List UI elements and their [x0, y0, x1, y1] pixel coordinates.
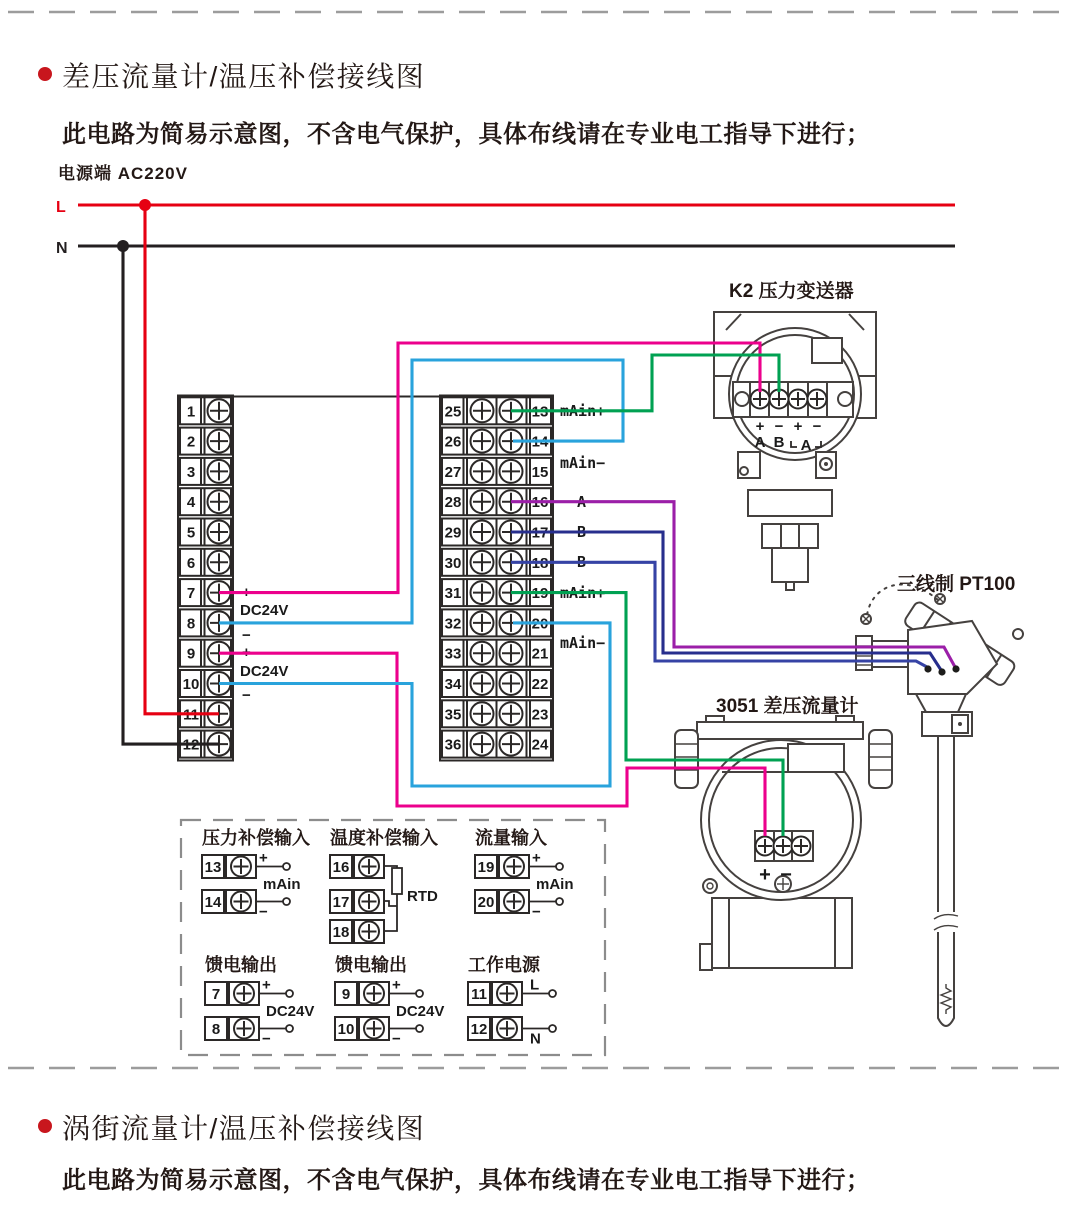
channel-label: B — [773, 434, 785, 451]
terminal-number: 6 — [186, 554, 196, 572]
terminal-number: 27 — [444, 463, 462, 481]
terminal-number: 2 — [186, 433, 196, 451]
k2-pressure-transmitter-drawing — [714, 279, 876, 590]
terminal-number: 20 — [531, 615, 549, 633]
legend-group — [475, 827, 574, 921]
polarity-label: − — [774, 418, 784, 435]
section1-title: 差压流量计/温压补偿接线图 — [62, 61, 426, 92]
legend-group-title: 压力补偿输入 — [202, 828, 310, 848]
polarity-label: − — [242, 687, 251, 704]
pt100-terminal-dot — [924, 665, 931, 672]
terminal-number: 19 — [531, 585, 549, 603]
mid-label: mAin — [263, 876, 301, 893]
legend-group-title: 馈电输出 — [335, 955, 407, 975]
legend-group — [468, 954, 556, 1048]
terminal-number: 12 — [470, 1021, 488, 1038]
terminal-number: 9 — [341, 986, 351, 1003]
terminal-number: 17 — [332, 894, 350, 911]
terminal-number: 5 — [186, 524, 196, 542]
wire-end-terminal — [549, 990, 556, 997]
legend-group — [330, 827, 438, 943]
terminal-number: 24 — [531, 736, 549, 754]
wire-end-terminal — [556, 898, 563, 905]
legend-group — [205, 954, 314, 1048]
polarity-label: + — [532, 849, 541, 867]
wire-end-terminal — [286, 1025, 293, 1032]
legend-box — [181, 820, 605, 1055]
legend-group-title: 工作电源 — [468, 955, 540, 975]
terminal-number: 14 — [531, 433, 549, 451]
terminal-number: 32 — [444, 615, 462, 633]
legend-group-title: 馈电输出 — [205, 955, 277, 975]
terminal-number: 30 — [444, 554, 462, 572]
mid-label: DC24V — [266, 1003, 315, 1020]
terminal-number: 22 — [531, 676, 549, 693]
section1-subtitle: 此电路为简易示意图，不含电气保护，具体布线请在专业电工指导下进行； — [62, 121, 871, 148]
section2-subtitle: 此电路为简易示意图，不含电气保护，具体布线请在专业电工指导下进行； — [62, 1167, 871, 1194]
polarity-label: + — [759, 864, 771, 886]
polarity-label: + — [793, 418, 803, 435]
signal-label: mAin− — [560, 634, 606, 652]
signal-label: B — [577, 553, 587, 571]
terminal-number: 28 — [444, 494, 462, 512]
dp-label: 3051 差压流量计 — [716, 696, 859, 717]
rtd-label: RTD — [407, 888, 438, 905]
polarity-label: + — [262, 976, 271, 994]
terminal-number: 14 — [204, 894, 222, 911]
wire-end-terminal — [283, 898, 290, 905]
terminal-number: 19 — [477, 859, 495, 876]
terminal-number: 7 — [211, 986, 221, 1003]
terminal-number: 15 — [531, 463, 549, 481]
dp-terminal-screws — [756, 837, 811, 856]
left-block-labels — [240, 584, 288, 704]
pt100-terminal-dot — [952, 665, 959, 672]
mid-label: mAin — [536, 876, 574, 893]
wire-end-terminal — [416, 1025, 423, 1032]
terminal-number: 18 — [531, 554, 549, 572]
polarity-label: − — [780, 864, 792, 886]
polarity-label: − — [259, 903, 268, 921]
terminal-number: 11 — [471, 986, 487, 1003]
polarity-label: − — [242, 627, 251, 644]
section2-title: 涡街流量计/温压补偿接线图 — [62, 1113, 426, 1144]
signal-label: mAin+ — [560, 402, 606, 420]
polarity-label: + — [259, 849, 268, 867]
terminal-number: 8 — [211, 1021, 221, 1038]
polarity-label: + — [392, 976, 401, 994]
pt100-probe-drawing — [856, 572, 1023, 1026]
terminal-number: 13 — [204, 859, 222, 876]
wire-end-terminal — [549, 1025, 556, 1032]
terminal-number: 36 — [444, 736, 462, 754]
legend-group — [202, 827, 310, 921]
wire-end-terminal — [283, 863, 290, 870]
polarity-label: − — [262, 1030, 271, 1048]
polarity-label: − — [532, 903, 541, 921]
pt100-terminal-dot — [938, 668, 945, 675]
signal-label: B — [577, 523, 587, 541]
terminal-number: 18 — [332, 924, 350, 941]
signal-label: A — [577, 493, 587, 511]
legend-groups — [202, 827, 574, 1048]
terminal-number: 4 — [186, 494, 196, 512]
legend-group — [335, 954, 444, 1048]
terminal-number: 31 — [444, 585, 462, 603]
terminal-number: 8 — [186, 615, 196, 633]
wire-end-terminal — [286, 990, 293, 997]
terminal-number: 13 — [531, 403, 549, 421]
power-heading: 电源端 AC220V — [58, 164, 188, 183]
signal-labels — [560, 402, 605, 652]
section2-bullet-icon — [38, 1119, 52, 1133]
terminal-number: 9 — [186, 645, 196, 663]
wire-live-to-terminal11 — [145, 205, 219, 714]
polarity-label: L — [530, 976, 540, 994]
terminal-number: 35 — [444, 706, 462, 724]
label-L: L — [56, 199, 66, 216]
terminal-number: 7 — [186, 585, 196, 603]
terminal-number: 3 — [186, 463, 196, 481]
terminal-number: 33 — [444, 645, 462, 663]
terminal-number: 16 — [332, 859, 350, 876]
legend-group-title: 温度补偿输入 — [330, 828, 438, 848]
terminal-number: 10 — [337, 1021, 355, 1038]
rtd-wiring — [384, 866, 402, 931]
pt100-label: 三线制 PT100 — [897, 574, 1016, 595]
supply-label: DC24V — [240, 602, 289, 619]
wire-end-terminal — [416, 990, 423, 997]
label-N: N — [56, 240, 68, 257]
polarity-label: − — [812, 418, 822, 435]
terminal-number: 23 — [531, 706, 549, 724]
terminal-number: 34 — [444, 676, 462, 693]
polarity-label: + — [755, 418, 765, 435]
middle-terminal-block — [442, 397, 551, 757]
wire-end-terminal — [556, 863, 563, 870]
terminal-number: 26 — [444, 433, 462, 451]
terminal-number: 11 — [183, 706, 199, 724]
polarity-label: + — [242, 644, 251, 661]
polarity-label: N — [530, 1030, 541, 1048]
terminal-number: 17 — [531, 524, 549, 542]
signal-label: mAin− — [560, 454, 606, 472]
supply-label: DC24V — [240, 663, 289, 680]
ammeter-label: A — [800, 437, 812, 454]
terminal-number: 21 — [531, 645, 549, 663]
terminal-number: 1 — [186, 403, 196, 421]
terminal-number: 16 — [531, 494, 549, 512]
channel-label: A — [754, 434, 766, 451]
terminal-number: 29 — [444, 524, 462, 542]
k2-label: K2 压力变送器 — [729, 281, 854, 302]
mid-label: DC24V — [396, 1003, 445, 1020]
terminal-number: 10 — [182, 676, 200, 693]
terminal-number: 25 — [444, 403, 462, 421]
terminal-number: 20 — [477, 894, 495, 911]
mains-power — [56, 199, 955, 257]
legend-group-title: 流量输入 — [475, 828, 547, 848]
signal-label: mAin+ — [560, 584, 606, 602]
section1-bullet-icon — [38, 67, 52, 81]
polarity-label: − — [392, 1030, 401, 1048]
polarity-label: + — [242, 584, 251, 601]
left-terminal-block — [180, 397, 231, 757]
terminal-number: 12 — [182, 736, 200, 754]
